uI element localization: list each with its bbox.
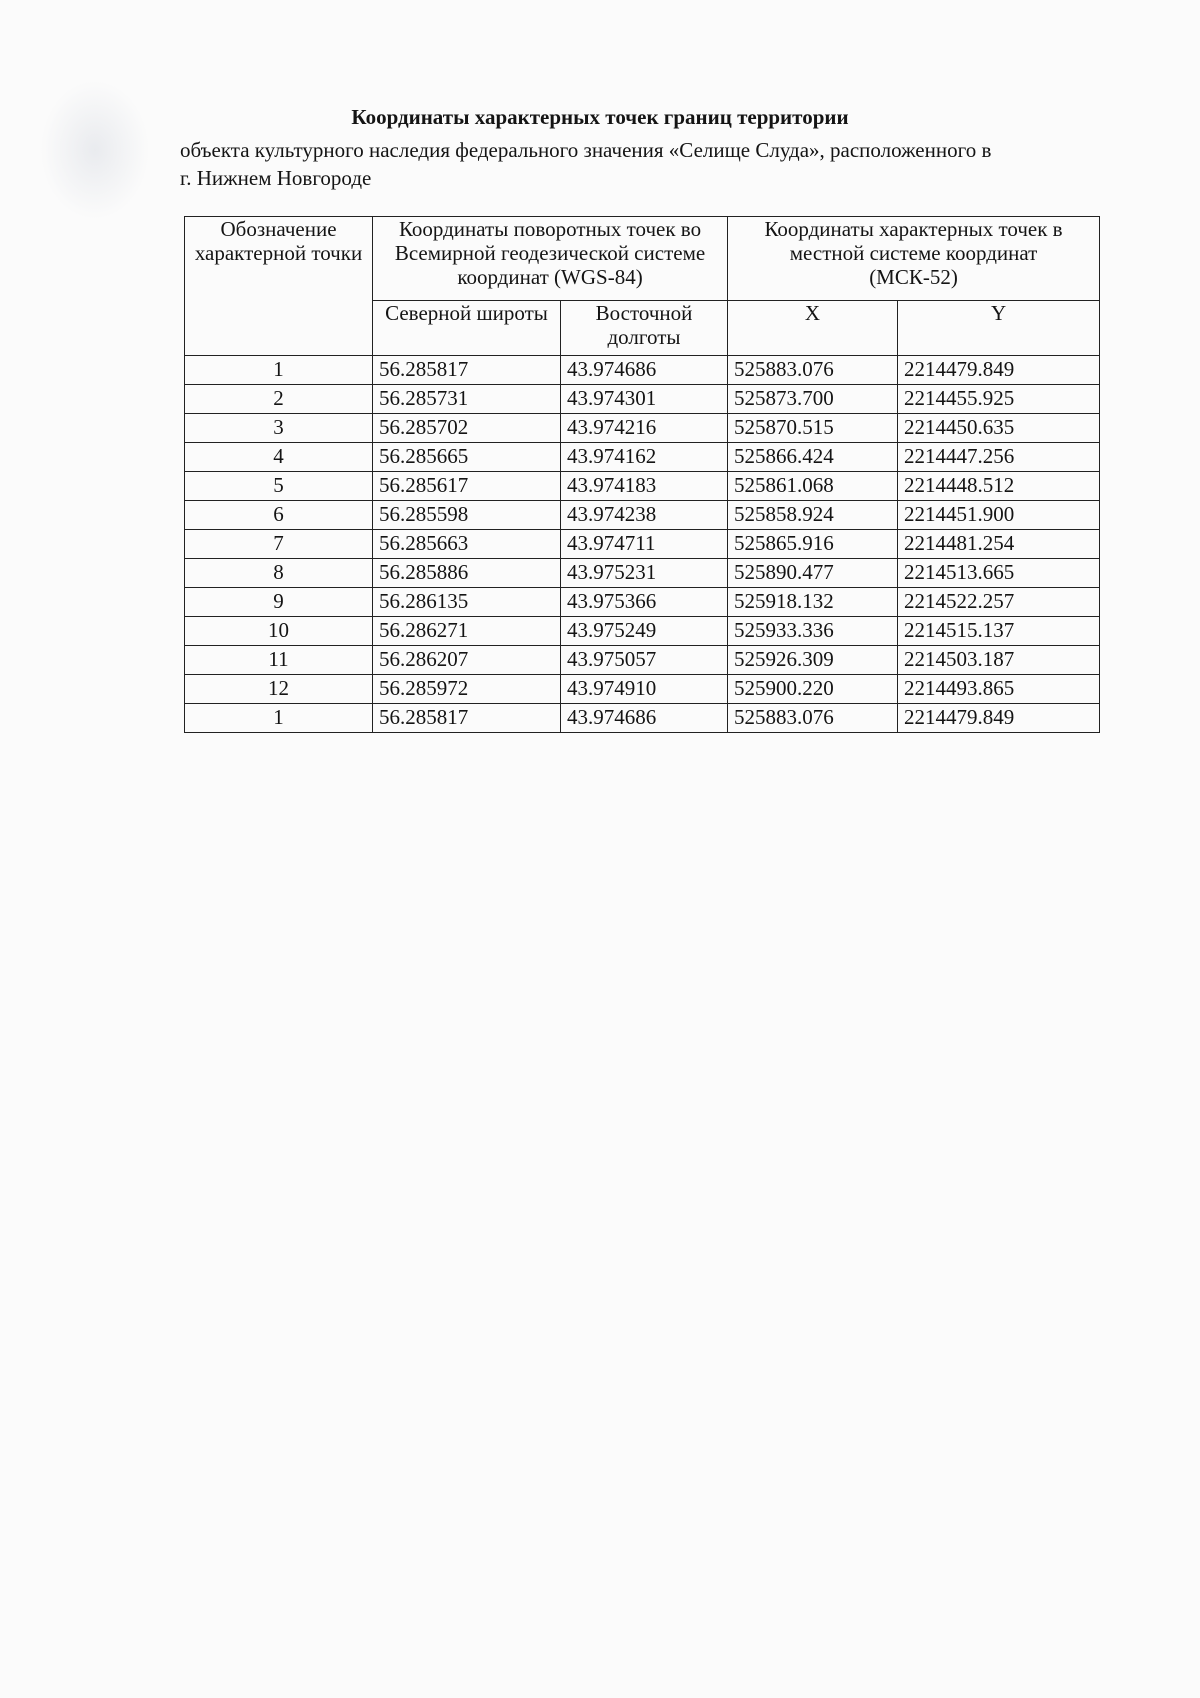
- table-row: [185, 443, 1100, 472]
- cell-latitude: 56.285665: [373, 443, 561, 472]
- header-wgs84-coordinates: Координаты поворотных точек во Всемирной геодезической системе координат (WGS-84): [373, 217, 728, 301]
- coordinates-table: [184, 216, 1100, 733]
- cell-y: 2214515.137: [898, 617, 1100, 646]
- table-row: [185, 356, 1100, 385]
- cell-point: 11: [185, 646, 373, 675]
- cell-longitude: 43.974301: [561, 385, 728, 414]
- table-row: [185, 530, 1100, 559]
- table-row: [185, 385, 1100, 414]
- header-latitude: Северной широты: [373, 301, 561, 356]
- cell-y: 2214447.256: [898, 443, 1100, 472]
- cell-latitude: 56.285617: [373, 472, 561, 501]
- cell-x: 525865.916: [728, 530, 898, 559]
- cell-point: 7: [185, 530, 373, 559]
- table-header-row: [185, 217, 1100, 301]
- cell-longitude: 43.974183: [561, 472, 728, 501]
- document-title: Координаты характерных точек границ территории: [351, 105, 849, 129]
- cell-y: 2214448.512: [898, 472, 1100, 501]
- cell-longitude: 43.975057: [561, 646, 728, 675]
- cell-latitude: 56.285972: [373, 675, 561, 704]
- cell-point: 10: [185, 617, 373, 646]
- cell-point: 2: [185, 385, 373, 414]
- table-row: [185, 472, 1100, 501]
- cell-point: 6: [185, 501, 373, 530]
- header-local-system-code: (МСК-52): [869, 265, 958, 289]
- scan-shadow: [40, 80, 150, 220]
- table-row: [185, 559, 1100, 588]
- cell-latitude: 56.285886: [373, 559, 561, 588]
- cell-latitude: 56.285731: [373, 385, 561, 414]
- cell-point: 1: [185, 356, 373, 385]
- table-row: [185, 675, 1100, 704]
- cell-longitude: 43.975249: [561, 617, 728, 646]
- cell-longitude: 43.974910: [561, 675, 728, 704]
- cell-x: 525858.924: [728, 501, 898, 530]
- cell-longitude: 43.975366: [561, 588, 728, 617]
- cell-x: 525900.220: [728, 675, 898, 704]
- header-y: Y: [898, 301, 1100, 356]
- cell-latitude: 56.285663: [373, 530, 561, 559]
- cell-x: 525866.424: [728, 443, 898, 472]
- cell-longitude: 43.974711: [561, 530, 728, 559]
- cell-latitude: 56.285702: [373, 414, 561, 443]
- table-row: [185, 704, 1100, 733]
- subtitle-line-1: объекта культурного наследия федерального значения «Селище Слуда», расположенного в: [180, 138, 992, 162]
- cell-longitude: 43.974216: [561, 414, 728, 443]
- cell-x: 525883.076: [728, 704, 898, 733]
- header-x: X: [728, 301, 898, 356]
- cell-x: 525873.700: [728, 385, 898, 414]
- cell-y: 2214451.900: [898, 501, 1100, 530]
- cell-x: 525883.076: [728, 356, 898, 385]
- cell-point: 5: [185, 472, 373, 501]
- cell-y: 2214522.257: [898, 588, 1100, 617]
- cell-y: 2214513.665: [898, 559, 1100, 588]
- cell-point: 3: [185, 414, 373, 443]
- cell-x: 525890.477: [728, 559, 898, 588]
- cell-y: 2214493.865: [898, 675, 1100, 704]
- cell-point: 8: [185, 559, 373, 588]
- cell-y: 2214481.254: [898, 530, 1100, 559]
- cell-x: 525926.309: [728, 646, 898, 675]
- cell-longitude: 43.975231: [561, 559, 728, 588]
- cell-x: 525861.068: [728, 472, 898, 501]
- subtitle-line-2: г. Нижнем Новгороде: [180, 166, 372, 190]
- cell-latitude: 56.286207: [373, 646, 561, 675]
- table-row: [185, 588, 1100, 617]
- cell-latitude: 56.285817: [373, 704, 561, 733]
- cell-longitude: 43.974686: [561, 704, 728, 733]
- cell-y: 2214479.849: [898, 704, 1100, 733]
- cell-y: 2214503.187: [898, 646, 1100, 675]
- cell-longitude: 43.974238: [561, 501, 728, 530]
- table-row: [185, 617, 1100, 646]
- table-row: [185, 646, 1100, 675]
- cell-y: 2214450.635: [898, 414, 1100, 443]
- table-row: [185, 501, 1100, 530]
- cell-point: 4: [185, 443, 373, 472]
- cell-longitude: 43.974162: [561, 443, 728, 472]
- cell-y: 2214479.849: [898, 356, 1100, 385]
- cell-y: 2214455.925: [898, 385, 1100, 414]
- header-local-coordinates: [728, 217, 1100, 301]
- header-point-designation: Обозначение характерной точки: [185, 217, 373, 356]
- cell-latitude: 56.286135: [373, 588, 561, 617]
- header-longitude: Восточной долготы: [561, 301, 728, 356]
- cell-latitude: 56.285817: [373, 356, 561, 385]
- cell-point: 1: [185, 704, 373, 733]
- cell-latitude: 56.285598: [373, 501, 561, 530]
- cell-x: 525870.515: [728, 414, 898, 443]
- table-row: [185, 414, 1100, 443]
- cell-latitude: 56.286271: [373, 617, 561, 646]
- document-subtitle: [180, 136, 1140, 192]
- cell-point: 9: [185, 588, 373, 617]
- cell-longitude: 43.974686: [561, 356, 728, 385]
- header-local-coordinates-label: Координаты характерных точек в местной системе координат: [764, 217, 1063, 265]
- cell-x: 525933.336: [728, 617, 898, 646]
- cell-point: 12: [185, 675, 373, 704]
- cell-x: 525918.132: [728, 588, 898, 617]
